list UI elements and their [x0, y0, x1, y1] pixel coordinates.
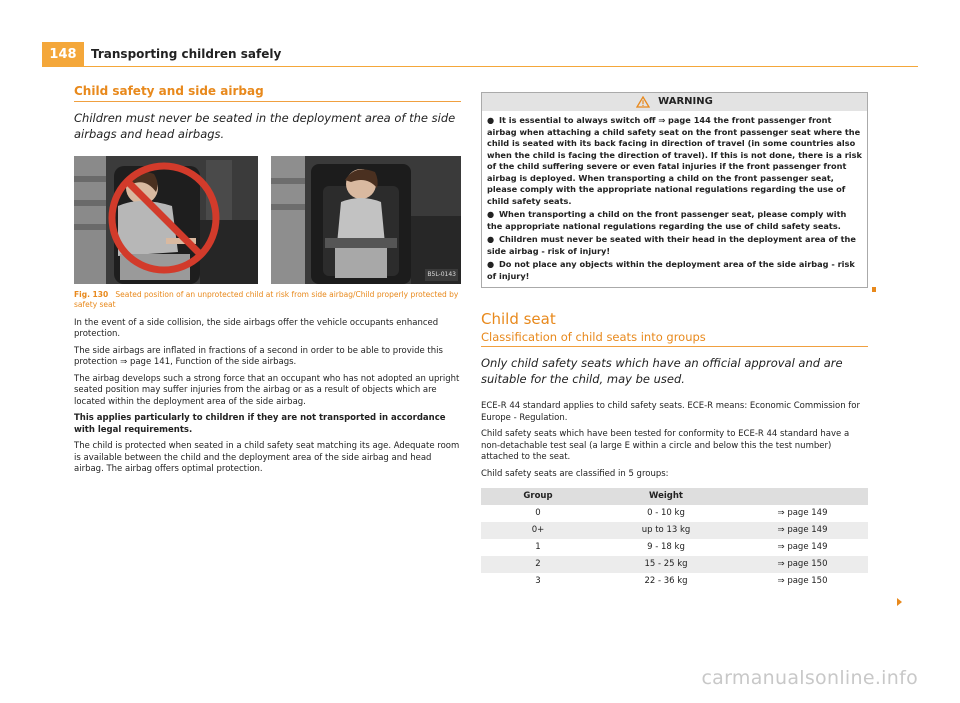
warning-item: ● Children must never be seated with their head in the deployment area of the side airbag - risk of injury! — [487, 234, 856, 256]
table-cell: 22 - 36 kg — [644, 575, 688, 586]
end-marker-icon — [872, 287, 876, 292]
header-rule — [42, 66, 918, 67]
figure-label: Fig. 130 — [74, 289, 109, 299]
table-row — [481, 505, 868, 522]
table-cell: 15 - 25 kg — [595, 556, 737, 573]
child-seat-groups-table — [481, 488, 868, 590]
table-header: Weight — [595, 488, 737, 505]
chapter-title: Child seat — [481, 310, 556, 328]
subsection-lead: Only child safety seats which have an official approval and are suitable for the child, may be used. — [481, 356, 843, 386]
table-row — [481, 573, 868, 590]
page-reference-link[interactable]: ⇒ page 150 — [737, 556, 868, 573]
page-reference-link[interactable]: ⇒ page 149 — [777, 541, 828, 552]
table-cell: 2 — [481, 556, 595, 573]
section-title: Child safety and side airbag — [74, 86, 461, 102]
page-reference-link[interactable]: ⇒ page 149 — [737, 522, 868, 539]
paragraph: The airbag develops such a strong force that an occupant who has not adopted an upright seated position may suffer injuries from the airbag or as a result of objects which are located within the deployment area of the side airbag. — [74, 373, 460, 407]
warning-item: ● Do not place any objects within the deployment area of the side airbag - risk of injury! — [487, 259, 855, 281]
warning-header — [482, 93, 867, 111]
paragraph: Child safety seats which have been tested for conformity to ECE-R 44 standard have a non-detachable test seal (a large E within a circle and below this the test number) attached to the seat. — [481, 429, 850, 462]
warning-item: ● It is essential to always switch off ⇒ page 144 the front passenger front airbag when attaching a child safety seat on the front passenger seat where the child is seated with its back facing in direction of travel (in some countries also when the child is facing the direction of travel). If this is not done, there is a risk of the child suffering severe or even fatal injuries if the front passenger front airbag is deployed. When transporting a child on the front passenger seat, please comply with the appropriate national regulations regarding the use of child safety seats. — [487, 115, 862, 206]
figure-caption — [74, 290, 461, 310]
table-row — [481, 522, 868, 539]
figure-protected-child — [271, 156, 461, 284]
paragraph: Child safety seats are classified in 5 groups: — [481, 468, 669, 479]
table-header — [737, 488, 868, 505]
paragraph: In the event of a side collision, the side airbags offer the vehicle occupants enhanced protection. — [74, 317, 439, 339]
table-cell: 0+ — [481, 522, 595, 539]
warning-triangle-icon — [636, 96, 650, 108]
bold-paragraph: This applies particularly to children if they are not transported in accordance with legal requirements. — [74, 413, 446, 435]
figure-caption-text: Seated position of an unprotected child at risk from side airbag/Child properly protected by safety seat — [74, 289, 459, 309]
table-cell: up to 13 kg — [595, 522, 737, 539]
page-number: 148 — [42, 42, 84, 66]
running-title: Transporting children safely — [91, 47, 282, 61]
figure-code: B5L-0143 — [425, 269, 458, 281]
table-header-row — [481, 488, 868, 505]
warning-box — [481, 92, 868, 288]
page-reference-link[interactable]: ⇒ page 150 — [777, 575, 828, 586]
continue-arrow-icon — [897, 598, 902, 606]
warning-body — [482, 111, 867, 287]
section-lead: Children must never be seated in the deployment area of the side airbags and head airbags. — [74, 110, 456, 141]
paragraph: ECE-R 44 standard applies to child safety seats. ECE-R means: Economic Commission for Europe - Regulation. — [481, 401, 860, 423]
figure-unprotected-child — [74, 156, 258, 284]
table-row — [481, 556, 868, 573]
figure-130 — [74, 156, 461, 284]
table-cell: 1 — [535, 541, 541, 552]
table-cell: 3 — [535, 575, 541, 586]
right-column — [481, 92, 868, 590]
paragraph: The child is protected when seated in a child safety seat matching its age. Adequate room is available between the child and the deployment area of the side airbag and head airbag. The airbag offers optimal protection. — [74, 441, 460, 474]
table-cell: 0 — [535, 507, 541, 518]
warning-item: ● When transporting a child on the front passenger seat, please comply with the appropriate national regulations regarding the use of child safety seats. — [487, 209, 847, 231]
subsection-title: Classification of child seats into groups — [481, 332, 868, 348]
page-header — [42, 42, 281, 66]
table-row — [481, 539, 868, 556]
paragraph: The side airbags are inflated in fractions of a second in order to be able to provide this protection ⇒ page 141, Function of the side airbags. — [74, 345, 443, 367]
left-column — [74, 86, 461, 481]
watermark: carmanualsonline.info — [701, 667, 918, 689]
table-cell: 0 - 10 kg — [647, 507, 685, 518]
warning-title: WARNING — [658, 96, 713, 108]
page-reference-link[interactable]: ⇒ page 149 — [777, 507, 828, 518]
table-header: Group — [481, 488, 595, 505]
table-cell: 9 - 18 kg — [647, 541, 685, 552]
